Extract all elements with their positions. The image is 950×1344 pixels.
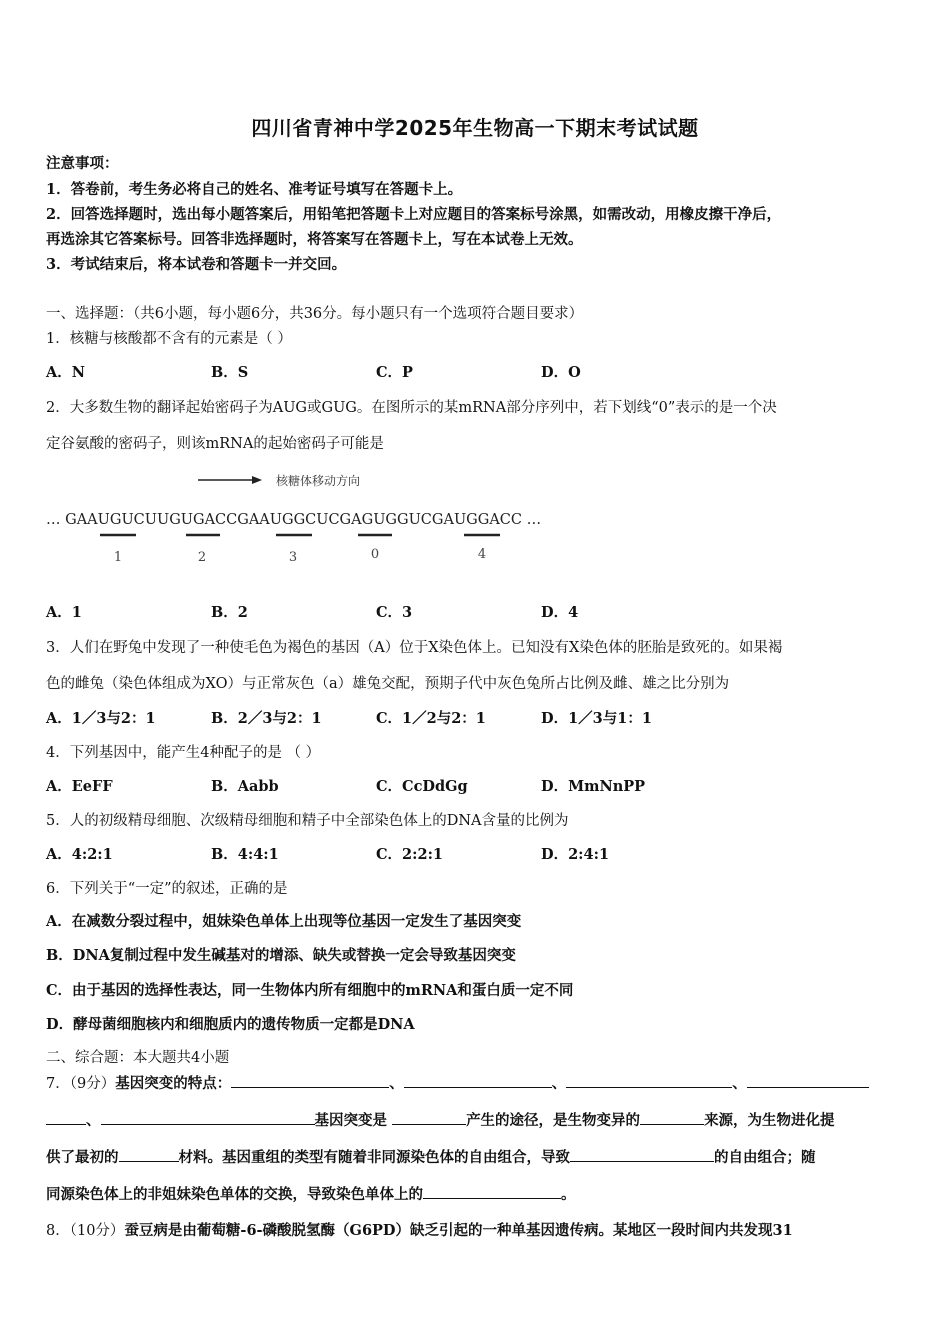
option: B．Aabb (211, 778, 279, 795)
q7-text: 、 (389, 1075, 404, 1092)
option: D．MmNnPP (541, 778, 646, 795)
question-stem: 定谷氨酸的密码子，则该mRNA的起始密码子可能是 (46, 436, 384, 452)
q7-text: 基因突变是 (314, 1112, 393, 1129)
codon-label: 1 (113, 550, 123, 565)
option: D．2:4:1 (541, 846, 610, 863)
question-stem: 3．人们在野兔中发现了一种使毛色为褐色的基因（A）位于X染色体上。已知没有X染色体的胚胎是致死的。如果褐 (46, 640, 783, 656)
q7-text: 的自由组合；随 (714, 1149, 816, 1166)
q7-text: 产生的途径，是生物变异的 (466, 1112, 641, 1129)
option: C．CcDdGg (376, 778, 468, 795)
option: B．S (211, 364, 249, 381)
q7-text: 来源，为生物进化提 (704, 1112, 835, 1129)
codon-label: 3 (288, 550, 298, 565)
question-stem: 1．核糖与核酸都不含有的元素是（ ） (46, 331, 292, 347)
option: C．P (376, 364, 413, 381)
answer-blank[interactable] (570, 1147, 714, 1163)
option: D．4 (541, 604, 579, 621)
option: A．N (46, 364, 86, 381)
option: B．DNA复制过程中发生碱基对的增添、缺失或替换一定会导致基因突变 (46, 947, 516, 964)
question-q7-line2 (46, 1109, 906, 1130)
question-stem: 2．大多数生物的翻译起始密码子为AUG或GUG。在图所示的某mRNA部分序列中，若下划线“0”表示的是一个决 (46, 400, 777, 416)
q7-text: 基因突变的特点： (115, 1075, 232, 1092)
direction-arrow-icon (252, 476, 262, 484)
notice-item: 再选涂其它答案标号。回答非选择题时，将答案写在答题卡上，写在本试卷上无效。 (46, 231, 583, 248)
question-number: 8．（10分） (46, 1223, 125, 1239)
option: A．1 (46, 604, 82, 621)
question-q7-line3 (46, 1146, 906, 1167)
option: C．3 (376, 604, 413, 621)
option: B．4:4:1 (211, 846, 279, 863)
answer-blank[interactable] (46, 1110, 86, 1126)
notice-item: 1．答卷前，考生务必将自己的姓名、准考证号填写在答题卡上。 (46, 181, 463, 198)
option: C．1／2与2：1 (376, 710, 486, 727)
answer-blank[interactable] (566, 1073, 732, 1089)
q7-text: 材料。基因重组的类型有随着非同源染色体的自由组合，导致 (178, 1149, 570, 1166)
codon-label: 0 (370, 547, 380, 562)
question-stem: 色的雌兔（染色体组成为XO）与正常灰色（a）雄兔交配，预期子代中灰色兔所占比例及雌、雄之比分别为 (46, 676, 730, 692)
question-stem: 5．人的初级精母细胞、次级精母细胞和精子中全部染色体上的DNA含量的比例为 (46, 813, 569, 829)
codon-label: 4 (477, 547, 487, 562)
answer-blank[interactable] (101, 1110, 315, 1126)
option: D．O (541, 364, 581, 381)
q7-text: 供了最初的 (46, 1149, 119, 1166)
q7-text: 、 (86, 1112, 101, 1129)
question-q7-line1 (46, 1072, 906, 1093)
answer-blank[interactable] (119, 1147, 179, 1163)
option: D．酵母菌细胞核内和细胞质内的遗传物质一定都是DNA (46, 1016, 415, 1033)
answer-blank[interactable] (640, 1110, 704, 1126)
notice-item: 2．回答选择题时，选出每小题答案后，用铅笔把答题卡上对应题目的答案标号涂黑，如需改动，用橡皮擦干净后， (46, 206, 782, 223)
q7-text: 、 (551, 1075, 567, 1092)
direction-label: 核糖体移动方向 (276, 474, 361, 488)
answer-blank[interactable] (231, 1073, 389, 1089)
codon-label: 2 (197, 550, 207, 565)
answer-blank[interactable] (747, 1073, 869, 1089)
section-heading: 一、选择题：（共6小题，每小题6分，共36分。每小题只有一个选项符合题目要求） (46, 306, 584, 322)
question-stem: 4．下列基因中，能产生4种配子的是 （ ） (46, 745, 321, 761)
question-q8 (46, 1219, 906, 1240)
page-title: 四川省青神中学2025年生物高一下期末考试试题 (251, 116, 699, 140)
question-q7-line4 (46, 1183, 906, 1204)
option: A．EeFF (46, 778, 113, 795)
option: D．1／3与1：1 (541, 710, 652, 727)
q7-text: 、 (732, 1075, 747, 1092)
section-heading: 二、综合题：本大题共4小题 (46, 1050, 230, 1066)
question-stem: 6．下列关于“一定”的叙述，正确的是 (46, 881, 288, 897)
mrna-figure (40, 466, 580, 576)
answer-blank[interactable] (404, 1073, 552, 1089)
option: A．在减数分裂过程中，姐妹染色单体上出现等位基因一定发生了基因突变 (46, 913, 522, 930)
answer-blank[interactable] (392, 1110, 466, 1126)
option: C．2:2:1 (376, 846, 444, 863)
answer-blank[interactable] (423, 1184, 561, 1200)
q7-text: 。 (561, 1186, 576, 1203)
option: A．4:2:1 (46, 846, 113, 863)
q7-text: 同源染色体上的非姐妹染色单体的交换，导致染色单体上的 (46, 1186, 423, 1203)
option: C．由于基因的选择性表达，同一生物体内所有细胞中的mRNA和蛋白质一定不同 (46, 982, 574, 999)
q8-text: 蚕豆病是由葡萄糖-6-磷酸脱氢酶（G6PD）缺乏引起的一种单基因遗传病。某地区一段时间内共发现31 (124, 1222, 793, 1239)
option: B．2／3与2：1 (211, 710, 322, 727)
mrna-sequence: … GAAUGUCUUGUGACCGAAUGGCUCGAGUGGUCGAUGGACC … (46, 512, 542, 528)
notice-item: 3．考试结束后，将本试卷和答题卡一并交回。 (46, 256, 347, 273)
question-number: 7．（9分） (46, 1076, 116, 1092)
option: A．1／3与2：1 (46, 710, 156, 727)
notice-heading: 注意事项： (46, 155, 119, 172)
option: B．2 (211, 604, 248, 621)
